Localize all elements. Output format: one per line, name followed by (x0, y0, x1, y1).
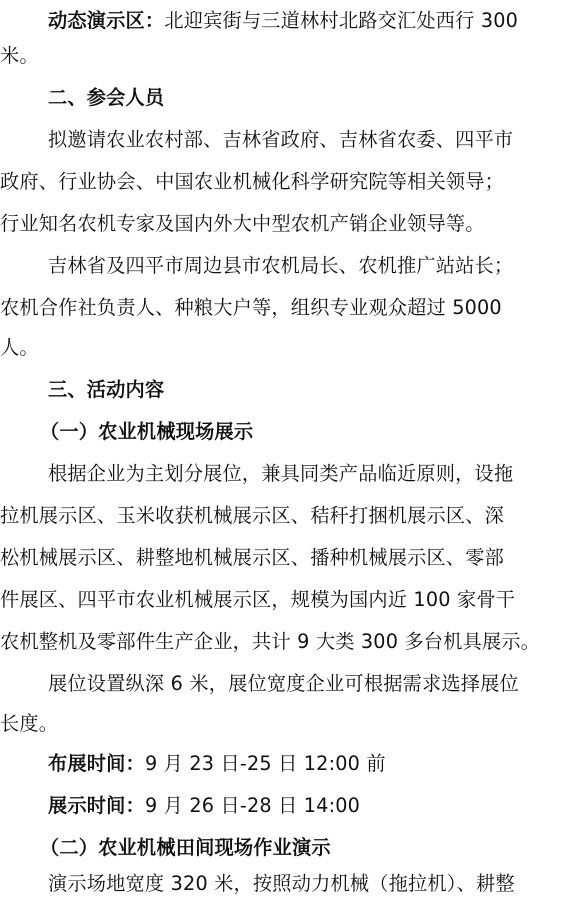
paragraph-line: 人。 (0, 336, 39, 359)
subsection-heading-field-demo: （二）农业机械田间现场作业演示 (40, 836, 331, 859)
paragraph-line: 拟邀请农业农村部、吉林省政府、吉林省农委、四平市 (48, 128, 514, 151)
section-heading-attendees: 二、参会人员 (48, 86, 165, 109)
display-time-label: 展示时间： (48, 794, 145, 817)
subsection-heading-machinery-display: （一）农业机械现场展示 (40, 420, 254, 443)
setup-time-value: 9 月 23 日-25 日 12:00 前 (144, 752, 386, 775)
paragraph-line: 件展区、四平市农业机械展示区，规模为国内近 100 家骨干 (0, 588, 516, 611)
setup-time-line (0, 743, 566, 785)
paragraph-line: 根据企业为主划分展位，兼具同类产品临近原则，设拖 (48, 462, 514, 485)
display-time-line (0, 785, 566, 827)
paragraph-line: 农机整机及零部件生产企业，共计 9 大类 300 多台机具展示。 (0, 630, 541, 653)
display-time-value: 9 月 26 日-28 日 14:00 (144, 794, 361, 817)
paragraph-line: 演示场地宽度 320 米，按照动力机械（拖拉机）、耕整 (48, 872, 515, 895)
paragraph-line: 拉机展示区、玉米收获机械展示区、秸秆打捆机展示区、深 (0, 504, 505, 527)
paragraph-line: 农机合作社负责人、种粮大户等，组织专业观众超过 5000 (0, 296, 502, 319)
paragraph-line: 行业知名农机专家及国内外大中型农机产销企业领导等。 (0, 212, 485, 235)
paragraph-line: 展位设置纵深 6 米，展位宽度企业可根据需求选择展位 (48, 672, 519, 695)
paragraph-line: 吉林省及四平市周边县市农机局长、农机推广站站长； (48, 254, 514, 277)
paragraph-line: 松机械展示区、耕整地机械展示区、播种机械展示区、零部 (0, 546, 505, 569)
paragraph-line: 政府、行业协会、中国农业机械化科学研究院等相关领导； (0, 170, 505, 193)
paragraph-line: 长度。 (0, 712, 59, 735)
dynamic-demo-area-text: 北迎宾街与三道林村北路交汇处西行 300 (164, 9, 519, 32)
setup-time-label: 布展时间： (48, 752, 145, 775)
paragraph-line: 米。 (0, 44, 39, 67)
section-heading-activities: 三、活动内容 (48, 378, 165, 401)
dynamic-demo-area-label: 动态演示区： (48, 9, 165, 32)
